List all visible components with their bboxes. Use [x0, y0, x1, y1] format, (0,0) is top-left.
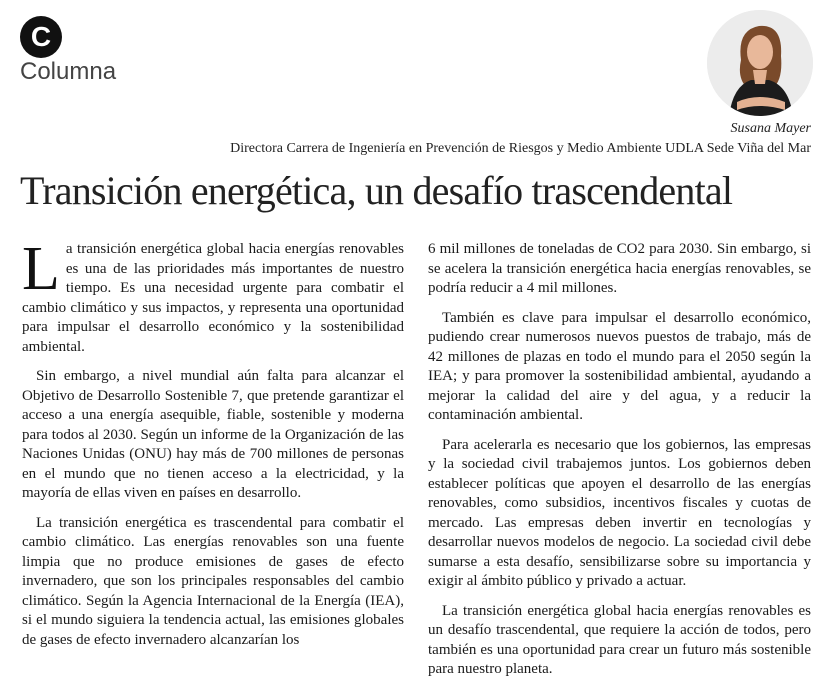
article-column-right	[428, 240, 811, 690]
paragraph-text: a transición energética global hacia energías renovables es una de las prioridades más importantes de nuestro tiempo. Es una necesidad urgente para combatir el cambio climático y sus impactos, y representa una oportunidad para impulsar el desarrollo económico y la sostenibilidad ambiental.	[22, 241, 404, 355]
paragraph	[22, 235, 404, 357]
section-label: Columna	[20, 58, 117, 85]
paragraph: También es clave para impulsar el desarrollo económico, pudiendo crear numerosos nuevos puestos de trabajo, más de 42 millones de plazas en todo el mundo para el 2050 según la IEA; y para promover la sostenibilidad ambiental, ayudando a mejorar la calidad del aire y del agua, y a reducir la contaminación ambiental.	[428, 309, 811, 423]
paragraph: Para acelerarla es necesario que los gobiernos, las empresas y la sociedad civil trabajemos juntos. Los gobiernos deben establecer políticas que apoyen el desarrollo de las energías renovables, como subsidios, incentivos fiscales y cuotas de mercado. Las empresas deben invertir en tecnologías y desarrollar nuevos modelos de negocio. La sociedad civil debe sumarse a esta desafío, sensibilizarse sobre su importancia y exigir al ámbito público y privado a actuar.	[428, 436, 811, 589]
author-portrait-image	[707, 10, 813, 116]
paragraph: 6 mil millones de toneladas de CO2 para 2030. Sin embargo, si se acelera la transición energética hacia energías renovables, se podría reducir a 4 mil millones.	[428, 241, 811, 296]
article-column-left	[22, 235, 404, 660]
article-headline: Transición energética, un desafío trascendental	[20, 168, 733, 213]
author-name: Susana Mayer	[730, 121, 811, 136]
paragraph: La transición energética es trascendental para combatir el cambio climático. Las energías renovables son una fuente limpia que no produce emisiones de gases de efecto invernadero, que son los principales responsables del cambio climático. Según la Agencia Internacional de la Energía (IEA), si el mundo siguiera la tendencia actual, las emisiones globales de gases de efecto invernadero alcanzarían los	[22, 514, 404, 648]
column-badge: C	[20, 16, 62, 58]
paragraph: Sin embargo, a nivel mundial aún falta para alcanzar el Objetivo de Desarrollo Sostenible 7, que pretende garantizar el acceso a una energía asequible, fiable, sostenible y moderna para todos al 2030. Según un informe de la Organización de las Naciones Unidas (ONU) hay más de 700 millones de personas en el mundo que no tienen acceso a la electricidad, y la mayoría de ellas viven en países en desarrollo.	[22, 368, 404, 501]
drop-cap: L	[22, 235, 60, 303]
author-title: Directora Carrera de Ingeniería en Prevención de Riesgos y Medio Ambiente UDLA Sede Viña del Mar	[230, 141, 811, 156]
paragraph: La transición energética global hacia energías renovables es un desafío trascendental, que requiere la acción de todos, pero también es una oportunidad para crear un futuro más sostenible para nuestro planeta.	[428, 602, 811, 677]
author-photo	[707, 10, 813, 116]
